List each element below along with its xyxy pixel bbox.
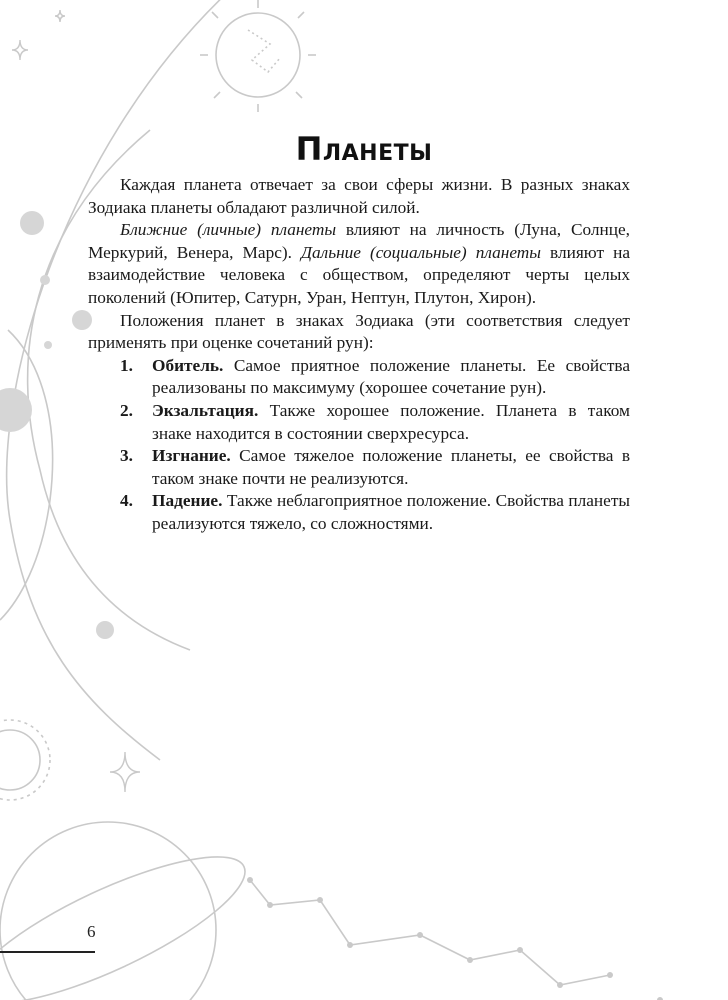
- list-item-description: Самое тяжелое положение планеты, ее свойства в таком знаке почти не реализуются.: [152, 446, 630, 488]
- far-planets-text: влияют на взаимодействие человека с обществом, определяют черты целых поколений (Юпитер, Сатурн, Уран, Нептун, Плутон, Хирон).: [88, 242, 631, 307]
- star-dot: [557, 982, 563, 988]
- star-dot: [417, 932, 423, 938]
- star-dot: [247, 877, 253, 883]
- constellation-bottom: [250, 880, 610, 985]
- list-item: [88, 445, 630, 490]
- list-item-number: 3.: [120, 446, 133, 466]
- list-item: [88, 355, 630, 400]
- list-item-description: Самое приятное положение планеты. Ее свойства реализованы по максимуму (хорошее сочетание рун).: [152, 355, 630, 398]
- planet-dot: [44, 341, 52, 349]
- sparkle-icon: [55, 10, 65, 22]
- list-item-term: Обитель.: [152, 355, 224, 375]
- planet-dot: [20, 211, 44, 235]
- planets-paragraph: [88, 219, 630, 309]
- intro-paragraph: Каждая планета отвечает за свои сферы жизни. В разных знаках Зодиака планеты обладают различной силой.: [88, 175, 630, 217]
- far-planets-label: Дальние (социальные) планеты: [301, 242, 541, 262]
- planet-ring-icon: [0, 822, 261, 1000]
- planet-dot: [40, 275, 50, 285]
- list-item: [88, 400, 630, 445]
- list-item-number: 2.: [120, 400, 133, 420]
- list-item-number: 1.: [120, 355, 133, 375]
- star-dot: [347, 942, 353, 948]
- near-planets-label: Ближние (личные) планеты: [120, 220, 337, 240]
- sparkle-icon: [110, 752, 140, 792]
- star-dot: [467, 957, 473, 963]
- page-content: [88, 174, 630, 536]
- star-dot: [517, 947, 523, 953]
- page-number: 6: [87, 922, 96, 941]
- planet-dot: [96, 621, 114, 639]
- footer-divider: [0, 951, 95, 953]
- sun-face-icon: [0, 720, 50, 800]
- positions-list: [88, 355, 630, 536]
- list-item-term: Падение.: [152, 491, 223, 511]
- constellation-top: [248, 30, 280, 72]
- list-item-term: Изгнание.: [152, 446, 231, 466]
- list-item-term: Экзальтация.: [152, 400, 259, 420]
- list-item-number: 4.: [120, 491, 133, 511]
- positions-intro: Положения планет в знаках Зодиака (эти соответствия следует применять при оценке сочетаний рун):: [88, 310, 630, 353]
- list-item-description: Также неблагоприятное положение. Свойства планеты реализуются тяжело, со сложностями.: [152, 491, 630, 533]
- orbit-arc-inner: [0, 330, 53, 620]
- sun-icon: [200, 0, 316, 112]
- list-item-description: Также хорошее положение. Планета в таком знаке находится в состоянии сверхресурса.: [152, 400, 630, 443]
- near-planets-text: влияют на личность (Луна, Солнце, Меркурий, Венера, Марс).: [88, 220, 630, 262]
- sparkle-icon: [12, 40, 28, 60]
- star-dot: [317, 897, 323, 903]
- star-dot: [607, 972, 613, 978]
- list-item: [88, 490, 630, 535]
- star-dot: [267, 902, 273, 908]
- page-title: Планеты: [295, 130, 433, 168]
